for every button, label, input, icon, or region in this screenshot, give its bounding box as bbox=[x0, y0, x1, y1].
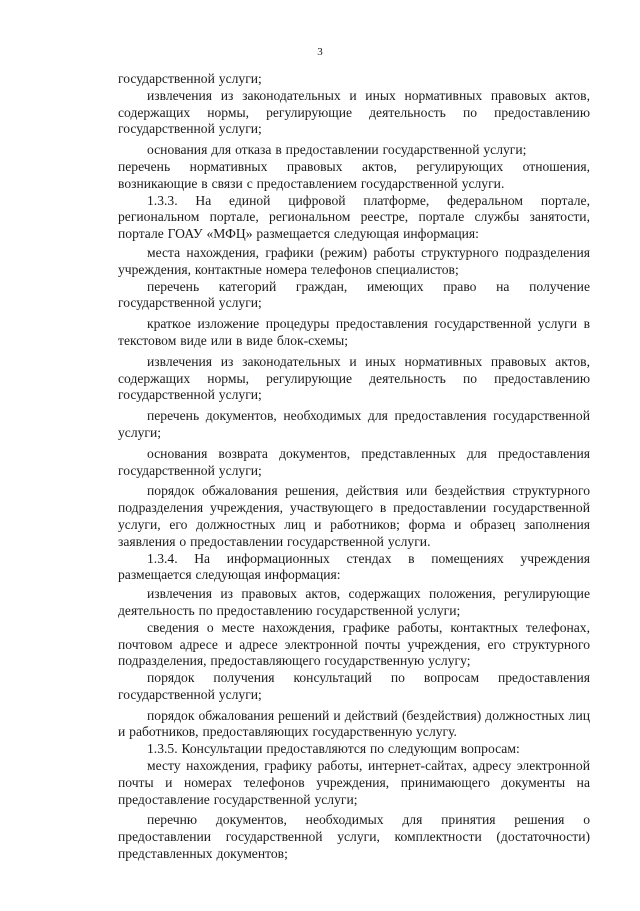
paragraph: перечню документов, необходимых для принятия решения о предоставлении государственной услуги, комплектности (достаточности) представленных документов; bbox=[118, 812, 590, 862]
paragraph: порядок обжалования решений и действий (бездействия) должностных лиц и работников, предоставляющих государственную услугу. bbox=[118, 707, 590, 740]
paragraph: сведения о месте нахождения, графике работы, контактных телефонах, почтовом адресе и адресе электронной почты учреждения, его структурного подразделения, предоставляющего государственную услугу; bbox=[118, 619, 590, 669]
paragraph: 1.3.3. На единой цифровой платформе, федеральном портале, региональном портале, региональном реестре, портале службы занятости, портале ГОАУ «МФЦ» размещается следующая информация: bbox=[118, 192, 590, 242]
paragraph: перечень категорий граждан, имеющих право на получение государственной услуги; bbox=[118, 278, 590, 311]
paragraph: 1.3.5. Консультации предоставляются по следующим вопросам: bbox=[147, 741, 520, 757]
paragraph: государственной услуги; bbox=[118, 71, 262, 86]
paragraph: 1.3.4. На информационных стендах в помещениях учреждения размещается следующая информация: bbox=[118, 550, 590, 583]
paragraph: места нахождения, графики (режим) работы структурного подразделения учреждения, контактные номера телефонов специалистов; bbox=[118, 244, 590, 277]
paragraph: порядок получения консультаций по вопросам предоставления государственной услуги; bbox=[118, 670, 590, 702]
paragraph: основания для отказа в предоставлении государственной услуги; bbox=[147, 142, 527, 158]
document-body bbox=[118, 71, 590, 863]
paragraph: основания возврата документов, представленных для предоставления государственной услуги; bbox=[118, 445, 590, 478]
paragraph: извлечения из законодательных и иных нормативных правовых актов, содержащих нормы, регулирующие деятельность по предоставлению государственной услуги; bbox=[118, 87, 590, 137]
paragraph: порядок обжалования решения, действия или бездействия структурного подразделения учреждения, участвующего в предоставлении государственной услуги, его должностных лиц и работников; форма и образец заполнения заявления о предоставлении государственной услуги. bbox=[118, 483, 590, 549]
paragraph: перечень нормативных правовых актов, регулирующих отношения, возникающие в связи с предоставлением государственной услуги. bbox=[118, 158, 590, 191]
paragraph: краткое изложение процедуры предоставления государственной услуги в текстовом виде или в виде блок-схемы; bbox=[118, 316, 590, 348]
paragraph: извлечения из правовых актов, содержащих положения, регулирующие деятельность по предоставлению государственной услуги; bbox=[118, 586, 590, 618]
paragraph: извлечения из законодательных и иных нормативных правовых актов, содержащих нормы, регулирующие деятельность по предоставлению государственной услуги; bbox=[118, 353, 590, 403]
paragraph: месту нахождения, графику работы, интернет-сайтах, адресу электронной почты и номерах телефонов учреждения, принимающего документы на предоставление государственной услуги; bbox=[118, 758, 590, 807]
paragraph: перечень документов, необходимых для предоставления государственной услуги; bbox=[118, 408, 590, 440]
page-number: 3 bbox=[317, 46, 323, 58]
